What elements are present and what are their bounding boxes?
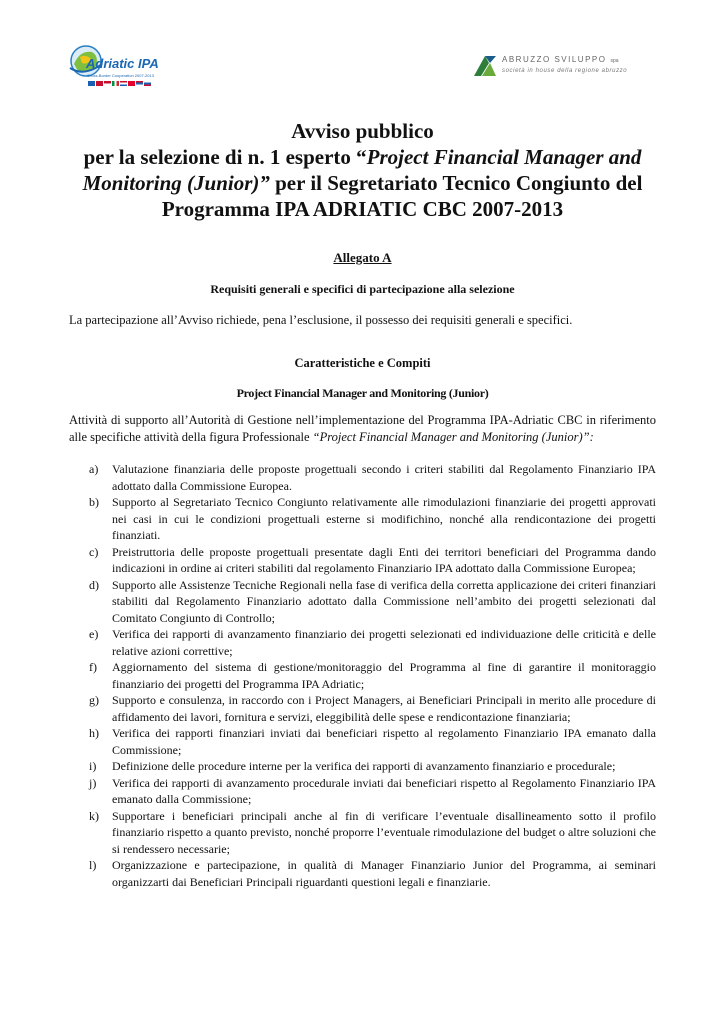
task-list	[89, 461, 656, 890]
list-marker: g)	[89, 693, 99, 707]
list-item	[89, 725, 656, 758]
list-item-text: Definizione delle procedure interne per la verifica dei rapporti di avanzamento finanziario e procedurale;	[112, 759, 616, 773]
list-marker: b)	[89, 495, 99, 509]
list-item-text: Supporto al Segretariato Tecnico Congiunto relativamente alle rimodulazioni finanziarie dei progetti approvati nei casi in cui le condizioni progettuali esterne si modifichino, nonché alla rendicontazione dei progetti finanziati.	[112, 495, 656, 542]
list-marker: l)	[89, 858, 97, 872]
list-item	[89, 577, 656, 627]
flag-icon	[96, 81, 103, 86]
list-item	[89, 626, 656, 659]
logo-left-name: Adriatic IPA	[86, 56, 159, 71]
abruzzo-sviluppo-emblem-icon	[472, 54, 498, 78]
logo-right-name-text: ABRUZZO SVILUPPO	[502, 55, 607, 64]
title-line-3-text: per il Segretariato Tecnico Congiunto del	[269, 171, 643, 195]
role-description-italic: “Project Financial Manager and Monitoring (Junior)”:	[312, 430, 594, 444]
title-line-3-italic: Monitoring (Junior)”	[82, 171, 270, 195]
flag-icon	[136, 81, 143, 86]
partner-flags	[88, 81, 151, 86]
flag-icon	[144, 81, 151, 86]
list-item-text: Verifica dei rapporti di avanzamento procedurale inviati dai beneficiari rispetto al Regolamento Finanziario IPA emanato dalla Commissione;	[112, 775, 656, 806]
list-item-text: Preistruttoria delle proposte progettuali presentate dagli Enti dei territori beneficiari del Programma dando indicazioni in ordine ai criteri stabiliti dal regolamento Finanziario IPA adottato dalla Commissione Europea;	[112, 544, 656, 575]
list-item-text: Verifica dei rapporti di avanzamento finanziario dei progetti selezionati ed individuazione delle criticità e delle relative azioni correttive;	[112, 627, 656, 658]
list-item-text: Supportare i beneficiari principali anche al fin di verificare l’eventuale disallineamento sotto il profilo finanziario rispetto a quanto previsto, nonché proporre l’eventuale rimodulazione del budget o altre soluzioni che si rendessero necessarie;	[112, 808, 656, 856]
logo-right-tagline: società in house della regione abruzzo	[502, 68, 628, 74]
abruzzo-sviluppo-logo	[472, 54, 657, 80]
list-item-text: Valutazione finanziaria delle proposte progettuali secondo i criteri stabiliti dal Regolamento Finanziario IPA adottato dalla Commissione Europea.	[112, 462, 656, 493]
title-line-1: Avviso pubblico	[291, 119, 434, 143]
list-item	[89, 544, 656, 577]
list-marker: j)	[89, 775, 97, 790]
flag-icon	[112, 81, 119, 86]
logo-left-subtitle: Cross-Border Cooperation 2007-2013	[87, 73, 154, 78]
list-item	[89, 758, 656, 775]
list-marker: c)	[89, 544, 99, 559]
title-line-3	[50, 170, 675, 196]
list-item-text: Organizzazione e partecipazione, in qualità di Manager Finanziario Junior del Programma, ai seminari organizzarti dai Beneficiari Principali riguardanti questioni legali e finanziarie.	[112, 858, 656, 889]
flag-icon	[128, 81, 135, 86]
list-marker: d)	[89, 577, 99, 592]
list-item	[89, 692, 656, 725]
list-item-text: Supporto alle Assistenze Tecniche Regionali nella fase di verifica della corretta applicazione dei criteri finanziari stabiliti dal Regolamento Finanziario adottato dalla Commissione nell’ambito dei progetti selezionati dal Comitato Congiunto di Controllo;	[112, 577, 656, 625]
list-marker: f)	[89, 660, 97, 674]
section-heading: Caratteristiche e Compiti	[294, 356, 431, 370]
page-title	[50, 118, 675, 222]
list-item	[89, 494, 656, 544]
logo-right-suffix: spa	[610, 58, 619, 64]
title-line-4: Programma IPA ADRIATIC CBC 2007-2013	[161, 197, 564, 221]
flag-icon	[88, 81, 95, 86]
logo-right-name	[502, 55, 619, 64]
flag-icon	[104, 81, 111, 86]
list-item	[89, 461, 656, 494]
list-item	[89, 775, 656, 808]
flag-icon	[120, 81, 127, 86]
list-item-text: Verifica dei rapporti finanziari inviati dai beneficiari rispetto al regolamento Finanziario IPA emanato dalla Commissione;	[112, 726, 656, 757]
title-line-2	[50, 144, 675, 170]
list-item	[89, 808, 656, 858]
role-description-text: Attività di supporto all’Autorità di Gestione nell’implementazione del Programma IPA-Adriatic CBC in riferimento alle specifiche attività della figura Professionale	[69, 413, 656, 444]
adriatic-ipa-logo	[66, 44, 158, 94]
intro-text: La partecipazione all’Avviso richiede, pena l’esclusione, il possesso dei requisiti generali e specifici.	[69, 313, 573, 327]
role-description	[69, 412, 656, 446]
title-line-2-italic: Project Financial Manager and	[366, 145, 642, 169]
list-item-text: Aggiornamento del sistema di gestione/monitoraggio del Programma al fine di garantire il monitoraggio finanziario dei progetti del Programma IPA Adriatic;	[112, 660, 656, 691]
title-line-2-text: per la selezione di n. 1 esperto “	[83, 145, 367, 169]
list-item-text: Supporto e consulenza, in raccordo con i Project Managers, ai Beneficiari Principali in merito alle procedure di affidamento dei lavori, fornitura e servizi, eleggibilità delle spese e rendicontazione finanziaria;	[112, 693, 656, 724]
annex-heading: Allegato A	[333, 250, 392, 265]
list-marker: e)	[89, 627, 99, 641]
list-marker: h)	[89, 726, 99, 740]
list-marker: a)	[89, 462, 99, 476]
list-marker: i)	[89, 759, 97, 773]
list-item	[89, 857, 656, 890]
list-item	[89, 659, 656, 692]
list-marker: k)	[89, 808, 99, 823]
requirements-heading: Requisiti generali e specifici di partecipazione alla selezione	[210, 282, 515, 296]
role-subheading: Project Financial Manager and Monitoring (Junior)	[236, 386, 489, 400]
